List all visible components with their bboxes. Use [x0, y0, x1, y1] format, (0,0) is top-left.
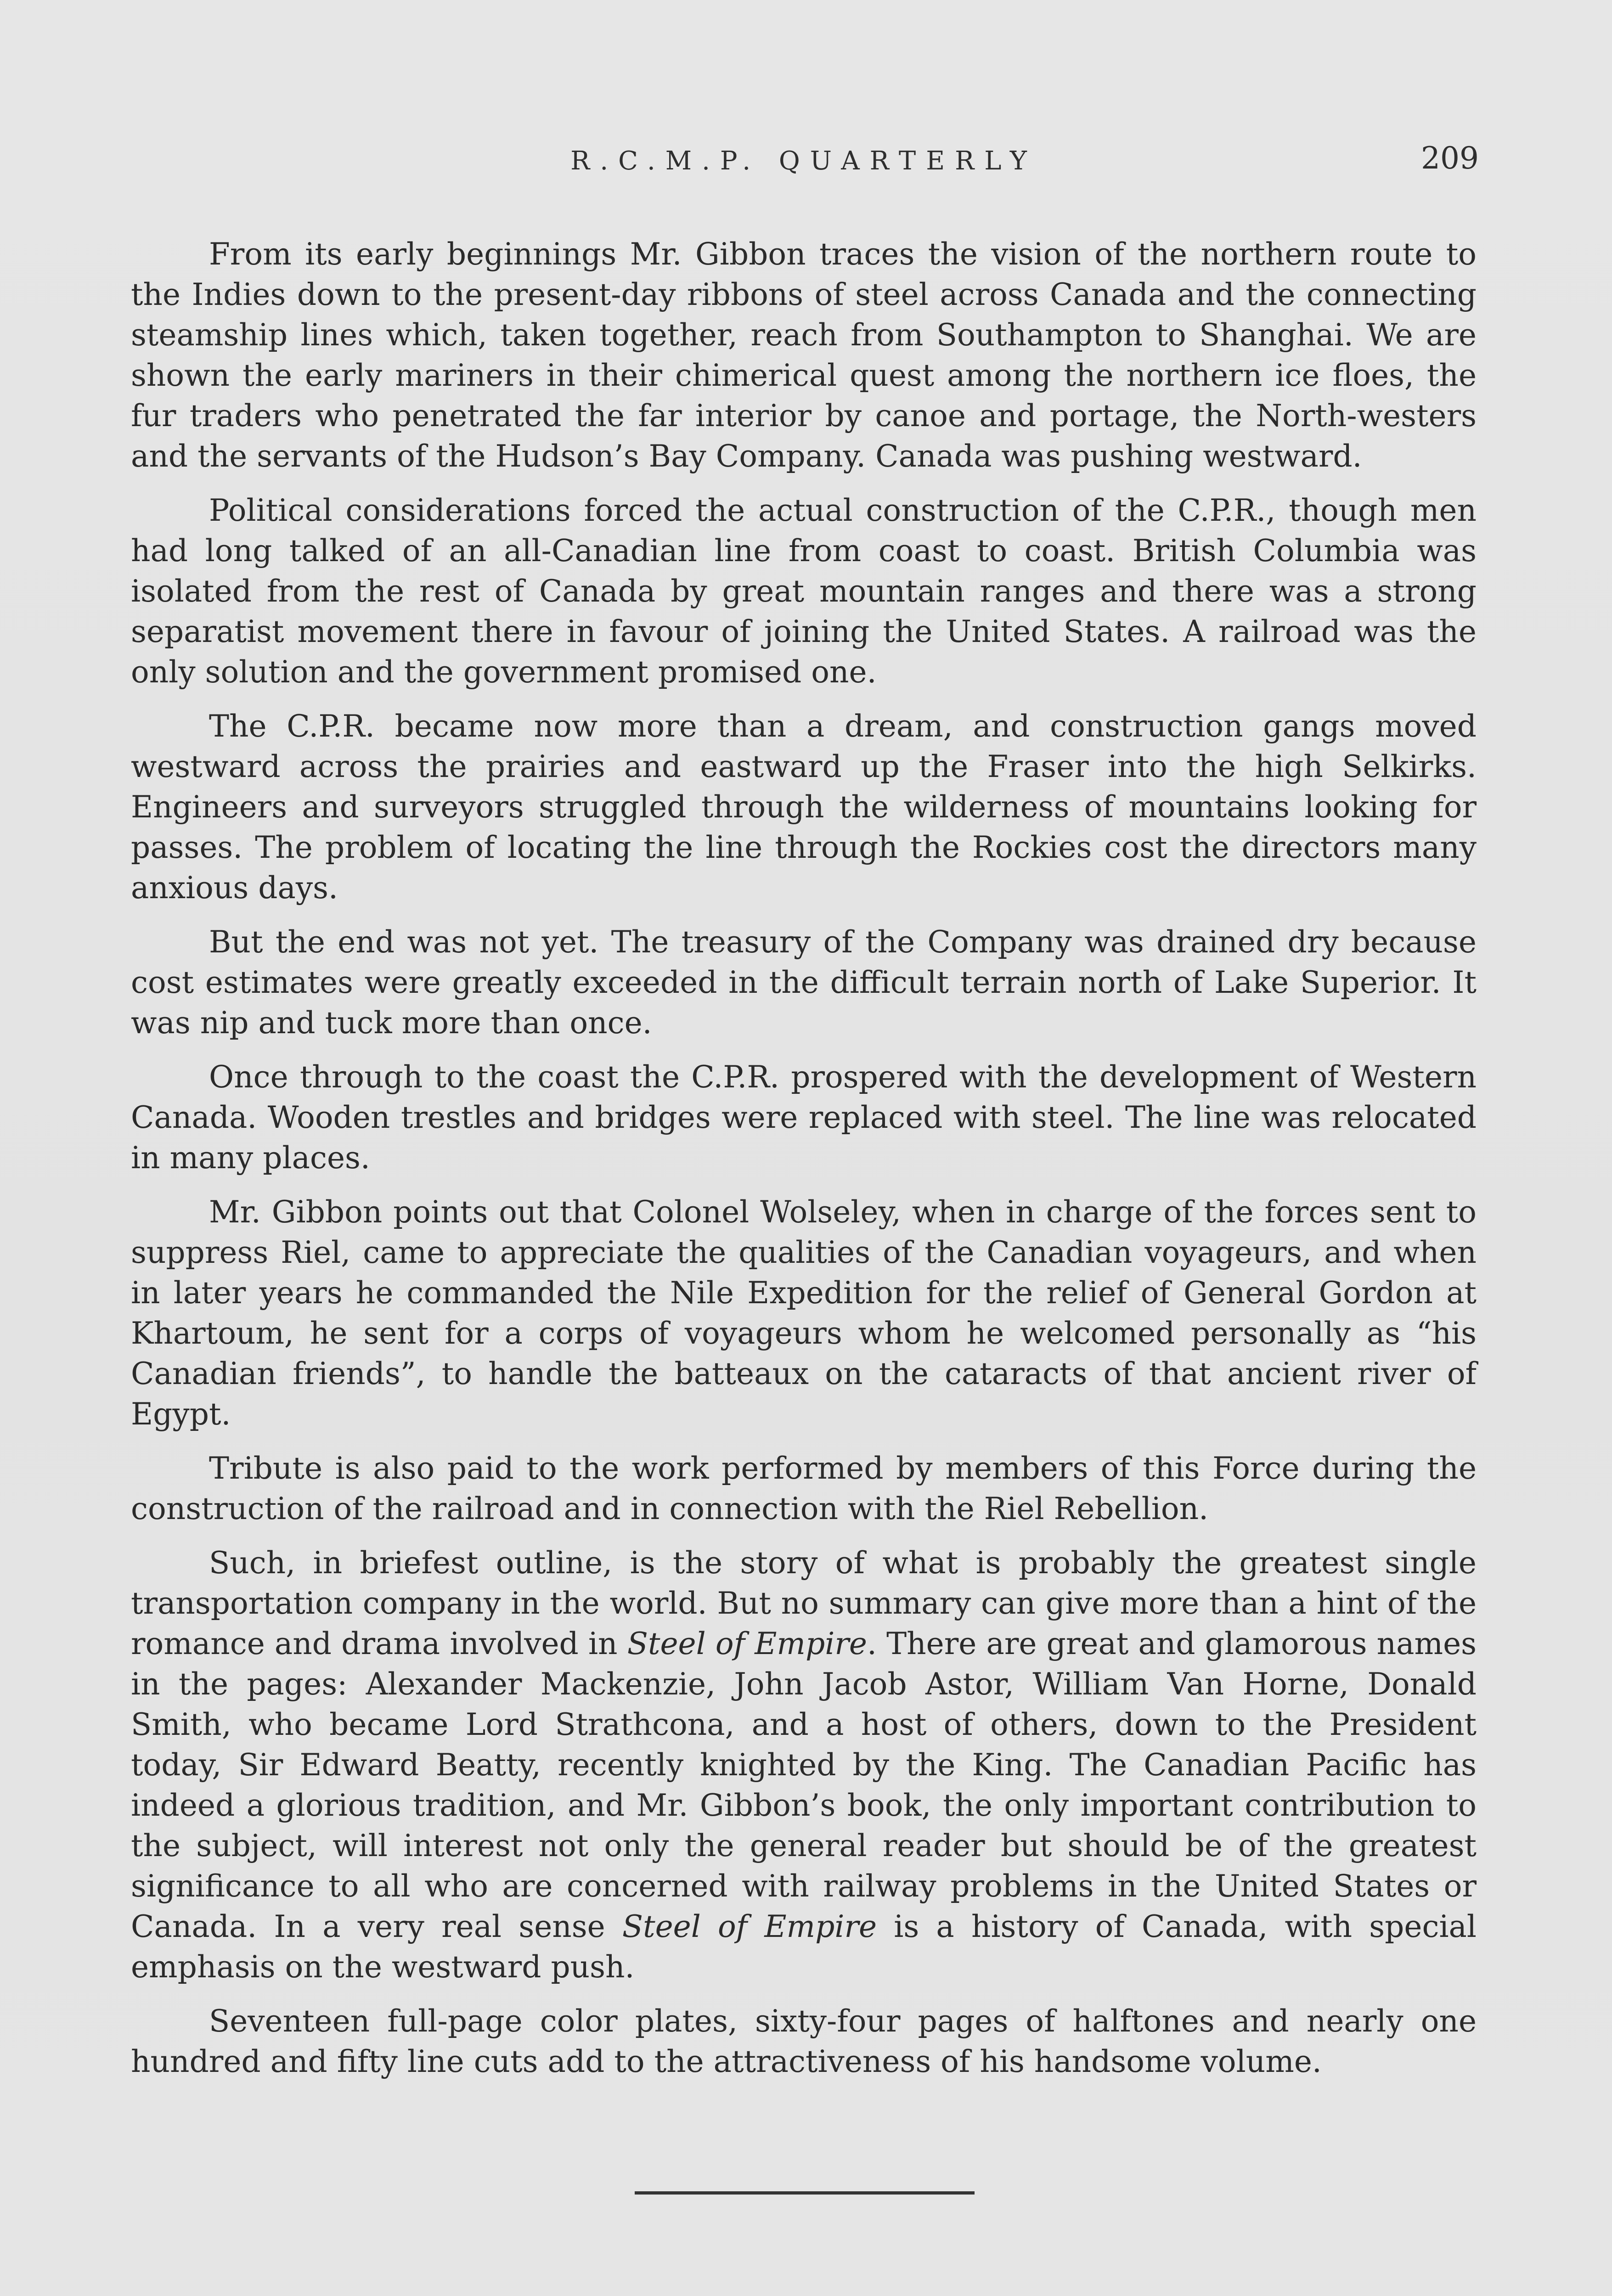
book-title-italic: Steel of Empire — [622, 1909, 877, 1944]
paragraph-7 — [131, 1448, 1477, 1529]
paragraph-text: Once through to the coast the C.P.R. prospered with the development of Western Canada. Wooden trestles and bridges were replaced with steel. The line was relocated in many places. — [131, 1059, 1477, 1176]
paragraph-text: From its early beginnings Mr. Gibbon traces the vision of the northern route to the Indies down to the present-day ribbons of steel across Canada and the connecting steamship lines which, taken together, reach from Southampton to Shanghai. We are shown the early mariners in their chimerical quest among the northern ice floes, the fur traders who penetrated the far interior by canoe and portage, the North-westers and the servants of the Hudson’s Bay Company. Canada was pushing westward. — [131, 236, 1477, 474]
paragraph-text: The C.P.R. became now more than a dream, and construction gangs moved westward across the prairies and eastward up the Fraser into the high Selkirks. Engineers and surveyors struggled through the wilderness of mountains looking for passes. The problem of locating the line through the Rockies cost the directors many anxious days. — [131, 709, 1477, 906]
paragraph-4 — [131, 922, 1477, 1043]
paragraph-text: Mr. Gibbon points out that Colonel Wolseley, when in charge of the forces sent to suppress Riel, came to appreciate the qualities of the Canadian voyageurs, and when in later years he commanded the Nile Expedition for the relief of General Gordon at Khartoum, he sent for a corps of voyageurs whom he welcomed personally as “his Canadian friends”, to handle the batteaux on the cataracts of that ancient river of Egypt. — [131, 1194, 1477, 1432]
running-head: R.C.M.P. QUARTERLY — [570, 146, 1037, 176]
paragraph-2 — [131, 490, 1477, 692]
article-body — [131, 234, 1477, 2096]
paragraph-text: Such, in briefest outline, is the story of what is probably the greatest single transportation company in the world. But no summary can give more than a hint of the romance and drama involved in — [131, 1545, 1477, 1661]
paragraph-5 — [131, 1057, 1477, 1178]
book-title-italic: Steel of Empire — [627, 1626, 867, 1661]
paragraph-8 — [131, 1543, 1477, 1987]
paragraph-6 — [131, 1192, 1477, 1435]
paragraph-text: Tribute is also paid to the work performed by members of this Force during the construction of the railroad and in connection with the Riel Rebellion. — [131, 1451, 1477, 1526]
paragraph-text: Seventeen full-page color plates, sixty-four pages of halftones and nearly one hundred and fifty line cuts add to the attractiveness of his handsome volume. — [131, 2003, 1477, 2079]
paragraph-3 — [131, 706, 1477, 908]
page-number: 209 — [1421, 141, 1479, 176]
paragraph-1 — [131, 234, 1477, 477]
paragraph-text: . There are great and glamorous names in the pages: Alexander Mackenzie, John Jacob Astor, William Van Horne, Donald Smith, who became Lord Strathcona, and a host of others, down to the President today, Sir Edward Beatty, recently knighted by the King. The Canadian Pacific has indeed a glorious tradition, and Mr. Gibbon’s book, the only important contribution to the subject, will interest not only the general reader but should be of the greatest significance to all who are concerned with railway problems in the United States or Canada. In a very real sense — [131, 1626, 1477, 1944]
paragraph-text: But the end was not yet. The treasury of the Company was drained dry because cost estimates were greatly exceeded in the difficult terrain north of Lake Superior. It was nip and tuck more than once. — [131, 924, 1477, 1041]
paragraph-9 — [131, 2001, 1477, 2082]
closing-rule — [635, 2191, 975, 2195]
paragraph-text: Political considerations forced the actual construction of the C.P.R., though men had long talked of an all-Canadian line from coast to coast. British Columbia was isolated from the rest of Canada by great mountain ranges and there was a strong separatist movement there in favour of joining the United States. A railroad was the only solution and the government promised one. — [131, 493, 1477, 690]
paragraph-text: is a history of Canada, with special emphasis on the westward push. — [131, 1909, 1477, 1985]
